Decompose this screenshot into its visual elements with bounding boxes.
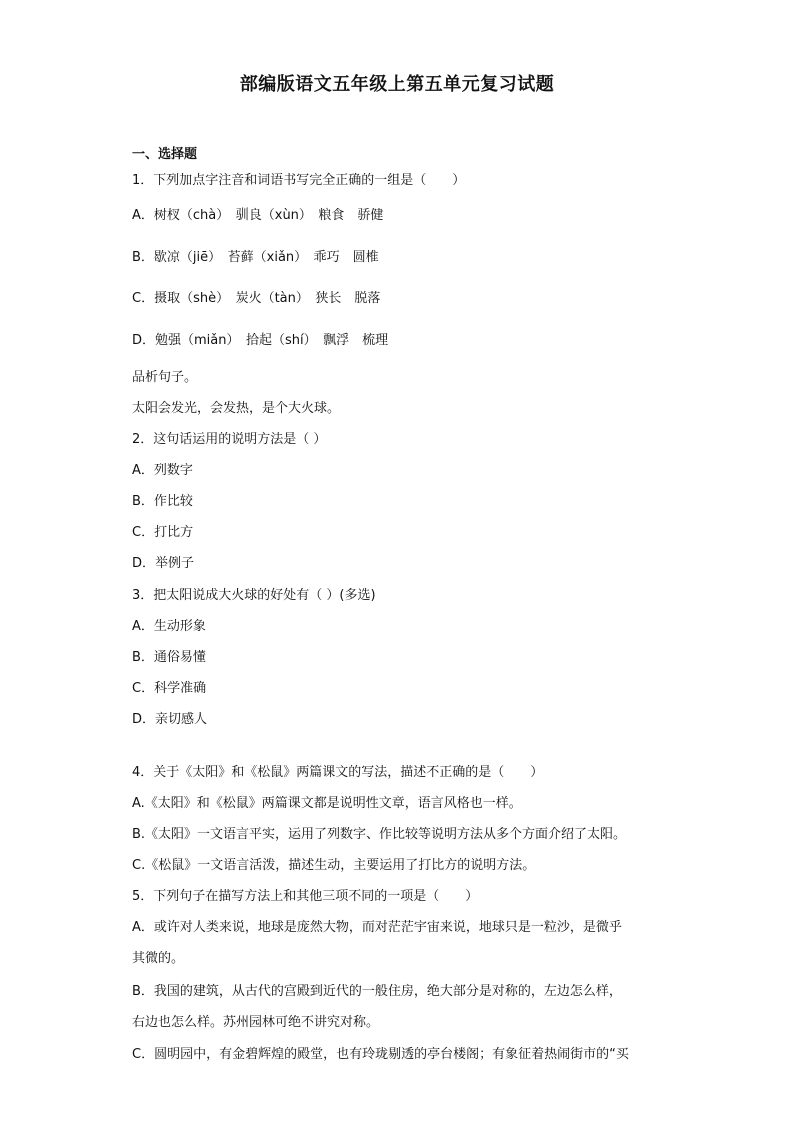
section-heading: 一、选择题: [132, 147, 198, 162]
question-5-option-a: A．或许对人类来说，地球是庞然大物，而对茫茫宇宙来说，地球只是一粒沙，是微乎: [132, 920, 622, 935]
question-3: 3．把太阳说成大火球的好处有（ ）(多选): [132, 588, 376, 603]
question-2-option-b: B．作比较: [132, 494, 193, 509]
question-3-option-b: B．通俗易懂: [132, 650, 206, 665]
question-2: 2．这句话运用的说明方法是（ ）: [132, 432, 327, 447]
question-5-option-c: C．圆明园中，有金碧辉煌的殿堂，也有玲珑剔透的亭台楼阁；有象征着热闹街市的“买: [132, 1047, 629, 1062]
question-4-option-b: B.《太阳》一文语言平实，运用了列数字、作比较等说明方法从多个方面介绍了太阳。: [132, 827, 627, 842]
question-4-option-a: A.《太阳》和《松鼠》两篇课文都是说明性文章，语言风格也一样。: [132, 796, 522, 811]
question-3-option-c: C．科学准确: [132, 681, 207, 696]
instruction-text: 品析句子。: [132, 370, 198, 385]
question-1-option-a: A．树杈（chà） 驯良（xùn） 粮食 骄健: [132, 208, 384, 223]
question-4-option-c: C.《松鼠》一文语言活泼，描述生动，主要运用了打比方的说明方法。: [132, 858, 536, 873]
question-5-option-b-continued: 右边也怎么样。苏州园林可绝不讲究对称。: [132, 1015, 380, 1030]
question-1-option-b: B．歇凉（jiē） 苔藓（xiǎn） 乖巧 圆椎: [132, 250, 379, 265]
question-4: 4．关于《太阳》和《松鼠》两篇课文的写法，描述不正确的是（ ）: [132, 765, 544, 780]
passage-sentence: 太阳会发光，会发热，是个大火球。: [132, 401, 341, 416]
question-2-option-d: D．举例子: [132, 556, 195, 571]
question-5: 5．下列句子在描写方法上和其他三项不同的一项是（ ）: [132, 889, 479, 904]
question-1: 1．下列加点字注音和词语书写完全正确的一组是（ ）: [132, 173, 466, 188]
question-3-option-d: D．亲切感人: [132, 712, 208, 727]
question-1-option-c: C．摄取（shè） 炭火（tàn） 狭长 脱落: [132, 291, 381, 306]
question-2-option-c: C．打比方: [132, 525, 194, 540]
question-2-option-a: A．列数字: [132, 463, 193, 478]
question-3-option-a: A．生动形象: [132, 619, 206, 634]
question-5-option-a-continued: 其微的。: [132, 951, 185, 966]
question-5-option-b: B．我国的建筑，从古代的宫殿到近代的一般住房，绝大部分是对称的，左边怎么样，: [132, 984, 622, 999]
question-1-option-d: D．勉强（miǎn） 拾起（shí） 飘浮 梳理: [132, 333, 389, 348]
document-title: 部编版语文五年级上第五单元复习试题: [239, 74, 555, 95]
